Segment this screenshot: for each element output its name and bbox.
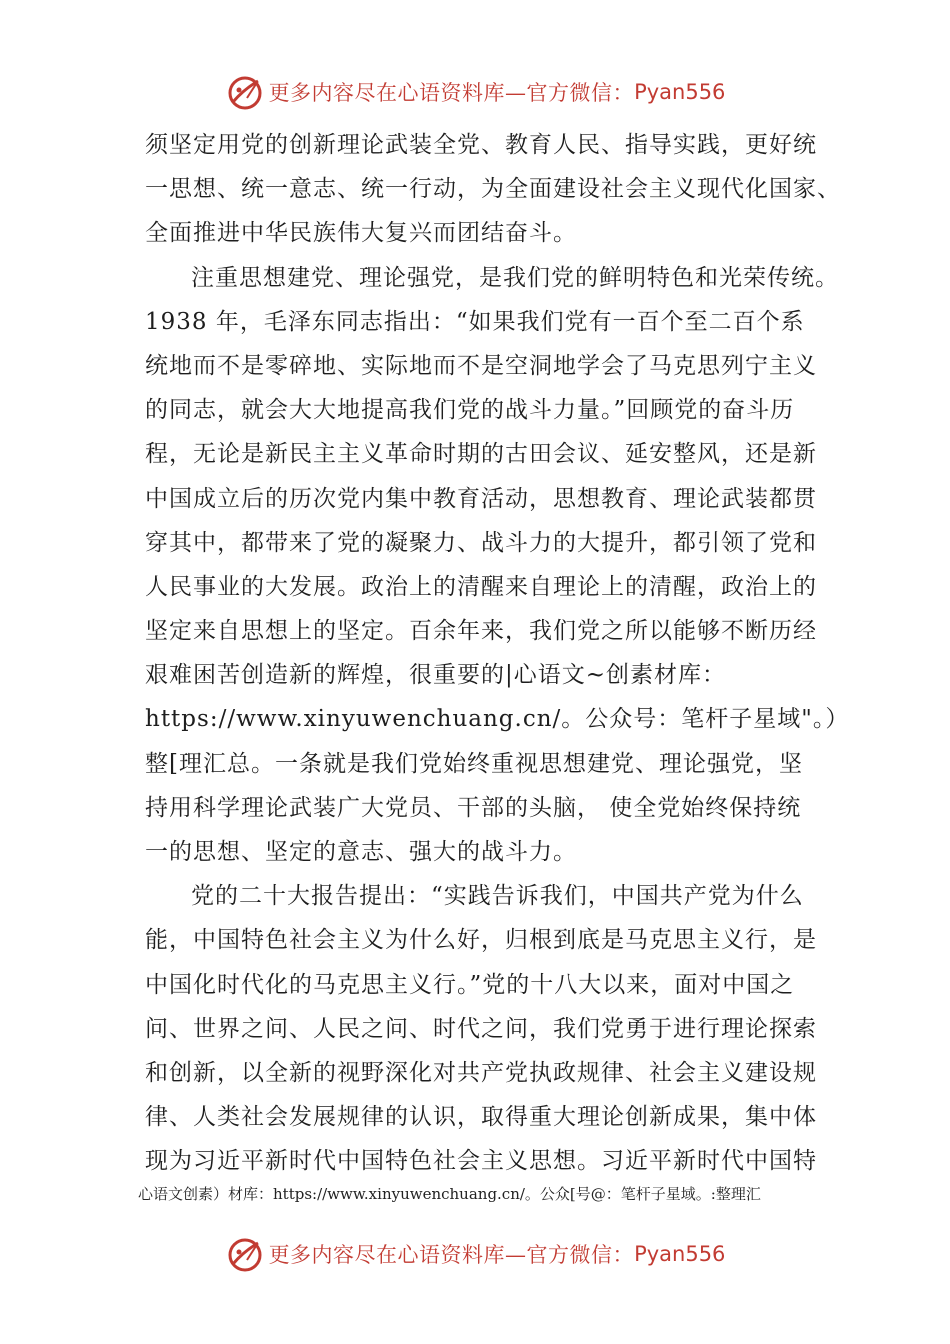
body-line: 整[理汇总。一条就是我们党始终重视思想建党、理论强党，坚	[145, 750, 803, 777]
body-line: 党的二十大报告提出：“实践告诉我们，中国共产党为什么	[191, 883, 804, 910]
body-line: 中国化时代化的马克思主义行。”党的十八大以来，面对中国之	[145, 971, 795, 998]
body-line: 律、人类社会发展规律的认识，取得重大理论创新成果，集中体	[145, 1104, 817, 1131]
body-line: 一思想、统一意志、统一行动，为全面建设社会主义现代化国家、	[145, 176, 841, 203]
body-line: 一的思想、坚定的意志、强大的战斗力。	[145, 839, 577, 865]
brand-logo-icon	[225, 72, 265, 112]
watermark-text: 更多内容尽在心语资料库—官方微信：	[268, 1243, 635, 1267]
body-line: 艰难困苦创造新的辉煌，很重要的|心语文~创素材库：	[145, 662, 727, 689]
body-line: 穿其中，都带来了党的凝聚力、战斗力的大提升，都引领了党和	[145, 529, 817, 556]
body-line: https://www.xinyuwenchuang.cn/。公众号：笔杆子星域"。）	[145, 706, 850, 733]
body-line: 能，中国特色社会主义为什么好，归根到底是马克思主义行，是	[145, 927, 817, 954]
body-line: 须坚定用党的创新理论武装全党、教育人民、指导实践，更好统	[145, 132, 817, 158]
body-line: 持用科学理论武装广大党员、干部的头脑， 使全党始终保持统	[145, 794, 802, 821]
body-line: 全面推进中华民族伟大复兴而团结奋斗。	[145, 220, 577, 247]
body-line: 现为习近平新时代中国特色社会主义思想。习近平新时代中国特	[145, 1148, 817, 1175]
header-watermark	[0, 70, 950, 114]
watermark-wechat-id: Pyan556	[634, 1242, 726, 1266]
watermark-text: 更多内容尽在心语资料库—官方微信：	[268, 81, 635, 105]
body-line: 和创新，以全新的视野深化对共产党执政规律、社会主义建设规	[145, 1059, 817, 1086]
body-line: 坚定来自思想上的坚定。百余年来，我们党之所以能够不断历经	[145, 618, 817, 645]
body-line: 程，无论是新民主主义革命时期的古田会议、延安整风，还是新	[145, 441, 817, 468]
body-line: 1938 年，毛泽东同志指出：“如果我们党有一百个至二百个系	[145, 308, 805, 335]
brand-logo-icon	[225, 1234, 265, 1274]
body-line: 注重思想建党、理论强党，是我们党的鲜明特色和光荣传统。	[191, 264, 839, 291]
body-line: 统地而不是零碎地、实际地而不是空洞地学会了马克思列宁主义	[145, 352, 817, 379]
body-line: 人民事业的大发展。政治上的清醒来自理论上的清醒，政治上的	[145, 573, 817, 600]
document-body	[145, 123, 850, 1184]
body-line: 中国成立后的历次党内集中教育活动，思想教育、理论武装都贯	[145, 485, 817, 512]
footer-watermark	[0, 1232, 950, 1276]
footer-note: 心语文创素）材库：https://www.xinyuwenchuang.cn/。公众[号@：笔杆子星域。:整理汇	[138, 1185, 761, 1203]
watermark-wechat-id: Pyan556	[634, 80, 726, 104]
body-line: 问、世界之问、人民之问、时代之问，我们党勇于进行理论探索	[145, 1015, 817, 1042]
body-line: 的同志，就会大大地提高我们党的战斗力量。”回顾党的奋斗历	[145, 397, 795, 424]
